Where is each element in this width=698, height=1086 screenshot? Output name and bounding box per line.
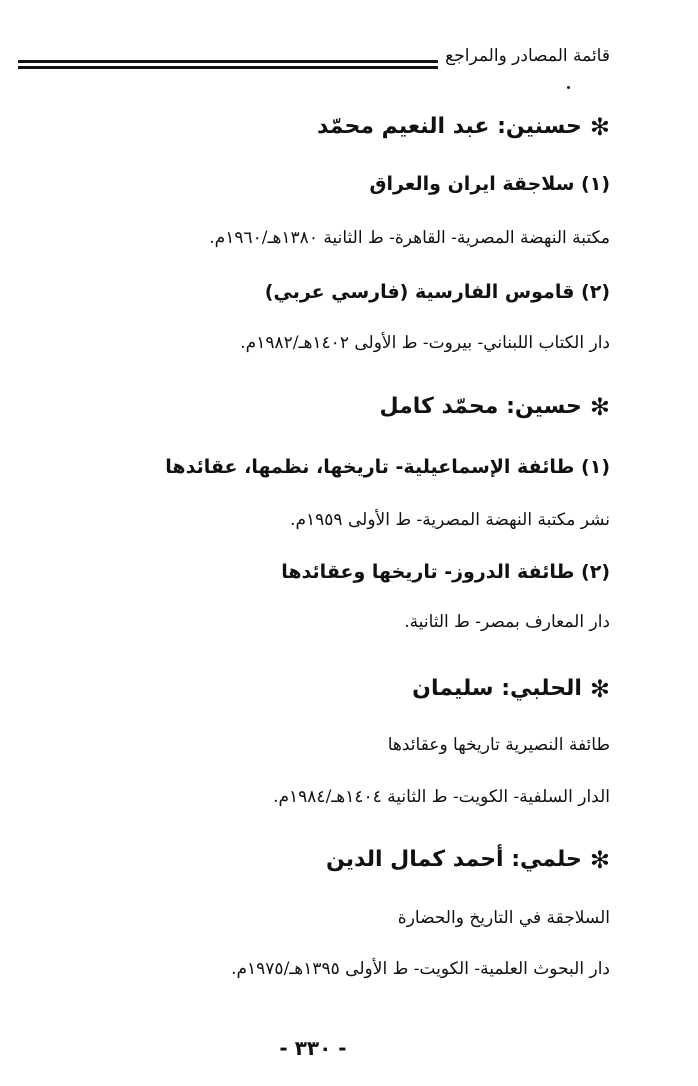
publication-details: الدار السلفية- الكويت- ط الثانية ١٤٠٤هـ/١٩٨٤م. xyxy=(273,787,610,807)
author-heading xyxy=(412,676,610,701)
print-speck xyxy=(567,86,570,89)
publication-details: دار البحوث العلمية- الكويت- ط الأولى ١٣٩٥هـ/١٩٧٥م. xyxy=(231,959,610,979)
book-title: (٢) قاموس الفارسية (فارسي عربي) xyxy=(264,281,610,303)
asterisk-icon: ✻ xyxy=(589,674,610,703)
author-heading xyxy=(317,114,610,139)
asterisk-icon: ✻ xyxy=(589,392,610,421)
asterisk-icon: ✻ xyxy=(589,112,610,141)
book-title: (١) سلاجقة ايران والعراق xyxy=(369,173,610,195)
asterisk-icon: ✻ xyxy=(589,845,610,874)
publication-details: دار الكتاب اللبناني- بيروت- ط الأولى ١٤٠٢هـ/١٩٨٢م. xyxy=(240,333,610,353)
publication-details: مكتبة النهضة المصرية- القاهرة- ط الثانية ١٣٨٠هـ/١٩٦٠م. xyxy=(209,228,610,248)
page-number: - ٣٣٠ - xyxy=(279,1036,347,1060)
header-double-rule xyxy=(18,60,438,69)
author-name: حسين: محمّد كامل xyxy=(379,394,582,419)
book-title: طائفة النصيرية تاريخها وعقائدها xyxy=(387,735,610,755)
book-title: السلاجقة في التاريخ والحضارة xyxy=(397,908,610,928)
book-title: (٢) طائفة الدروز- تاريخها وعقائدها xyxy=(281,561,610,583)
publication-details: نشر مكتبة النهضة المصرية- ط الأولى ١٩٥٩م. xyxy=(290,510,610,530)
author-name: حسنين: عبد النعيم محمّد xyxy=(317,114,582,139)
publication-details: دار المعارف بمصر- ط الثانية. xyxy=(404,612,610,632)
author-name: الحلبي: سليمان xyxy=(412,676,582,701)
author-heading xyxy=(380,394,611,419)
author-name: حلمي: أحمد كمال الدين xyxy=(325,847,582,872)
author-heading xyxy=(326,847,610,872)
running-header-title: قائمة المصادر والمراجع xyxy=(445,46,610,66)
book-title: (١) طائفة الإسماعيلية- تاريخها، نظمها، عقائدها xyxy=(165,456,610,478)
